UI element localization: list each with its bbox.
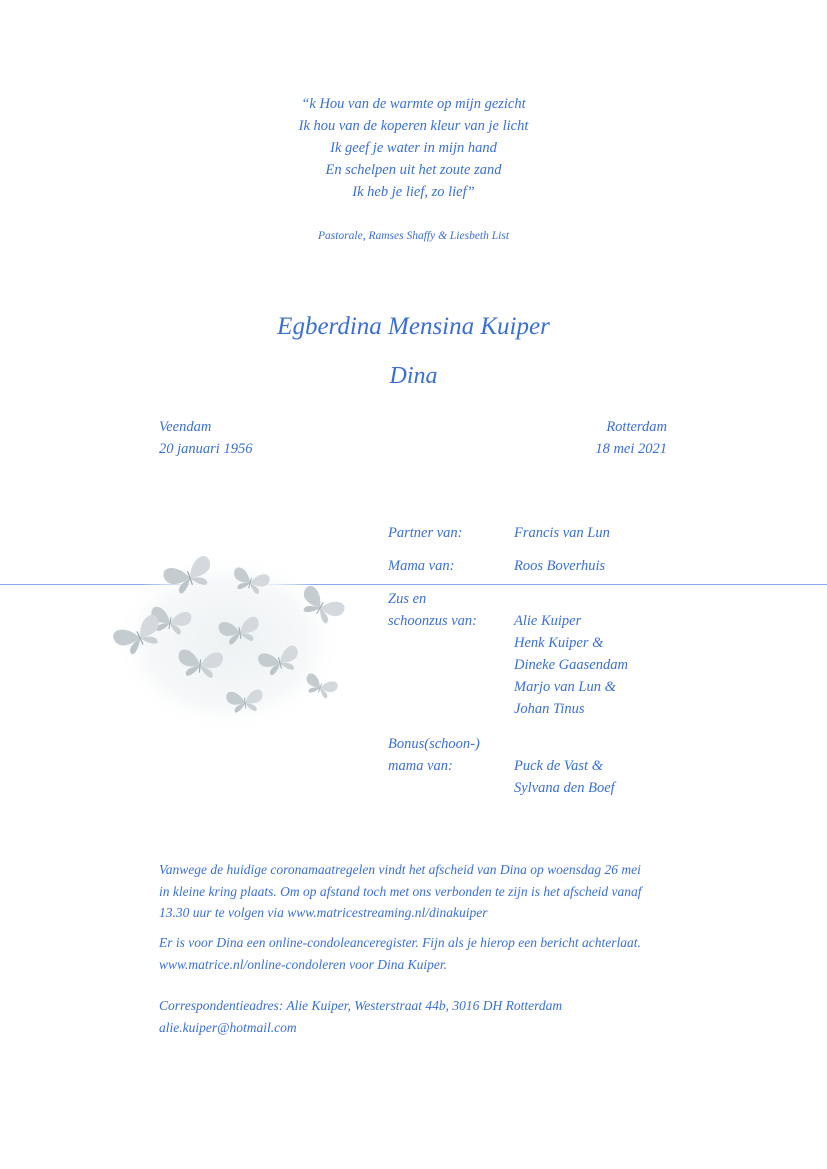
family-label-mother: Mama van: bbox=[388, 558, 455, 574]
notice-line: Vanwege de huidige coronamaatregelen vindt het afscheid van Dina op woensdag 26 mei bbox=[159, 862, 641, 877]
family-name-child: Roos Boverhuis bbox=[514, 558, 606, 574]
family-name: Alie Kuiper bbox=[514, 613, 582, 629]
poem-line: “k Hou van de warmte op mijn gezicht bbox=[301, 96, 526, 112]
notice-line: Correspondentieadres: Alie Kuiper, Westerstraat 44b, 3016 DH Rotterdam bbox=[159, 998, 563, 1013]
family-name: Henk Kuiper & bbox=[514, 635, 604, 651]
poem-line: Ik heb je lief, zo lief” bbox=[352, 184, 475, 200]
family-label-sister bbox=[388, 588, 477, 632]
poem-line: En schelpen uit het zoute zand bbox=[325, 162, 502, 178]
notice-line: alie.kuiper@hotmail.com bbox=[159, 1019, 297, 1035]
notice-line: 13.30 uur te volgen via www.matricestreaming.nl/dinakuiper bbox=[159, 905, 488, 920]
correspondence-address bbox=[159, 995, 679, 1038]
family-label-bonus bbox=[388, 733, 480, 777]
birth-date: 20 januari 1956 bbox=[159, 441, 253, 457]
family-label-line: schoonzus van: bbox=[388, 613, 478, 629]
poem-credit: Pastorale, Ramses Shaffy & Liesbeth List bbox=[317, 230, 510, 242]
family-name-partner: Francis van Lun bbox=[514, 525, 610, 541]
family-label-line: mama van: bbox=[388, 758, 453, 774]
notice-line: Er is voor Dina een online-condoleanceregister. Fijn als je hierop een bericht achterlaat. bbox=[159, 935, 641, 950]
family-label-line: Bonus(schoon-) bbox=[388, 736, 480, 752]
birth-place: Veendam bbox=[159, 419, 212, 435]
butterflies-icon bbox=[110, 548, 345, 738]
family-name: Puck de Vast & bbox=[514, 758, 603, 774]
poem-line: Ik hou van de koperen kleur van je licht bbox=[298, 118, 529, 134]
family-name: Dineke Gaasendam bbox=[514, 657, 628, 673]
birth-info bbox=[159, 416, 252, 460]
notice-line: www.matrice.nl/online-condoleren voor Dina Kuiper. bbox=[159, 956, 447, 972]
death-date: 18 mei 2021 bbox=[595, 441, 667, 457]
notice-line: in kleine kring plaats. Om op afstand toch met ons verbonden te zijn is het afscheid vanaf bbox=[159, 883, 642, 899]
death-place: Rotterdam bbox=[606, 419, 667, 435]
family-name: Johan Tinus bbox=[514, 701, 585, 717]
family-names-siblings bbox=[514, 610, 628, 720]
poem-line: Ik geef je water in mijn hand bbox=[330, 140, 497, 156]
funeral-notice bbox=[159, 859, 679, 924]
family-name: Marjo van Lun & bbox=[514, 679, 616, 695]
condolence-notice bbox=[159, 932, 679, 975]
family-names-bonus bbox=[514, 755, 615, 799]
family-label-line: Zus en bbox=[388, 591, 427, 607]
deceased-nickname: Dina bbox=[389, 363, 438, 389]
deceased-full-name: Egberdina Mensina Kuiper bbox=[277, 313, 550, 340]
poem-quote bbox=[0, 93, 827, 203]
family-label-partner: Partner van: bbox=[388, 525, 463, 541]
family-name: Sylvana den Boef bbox=[514, 780, 615, 796]
death-info bbox=[595, 416, 667, 460]
